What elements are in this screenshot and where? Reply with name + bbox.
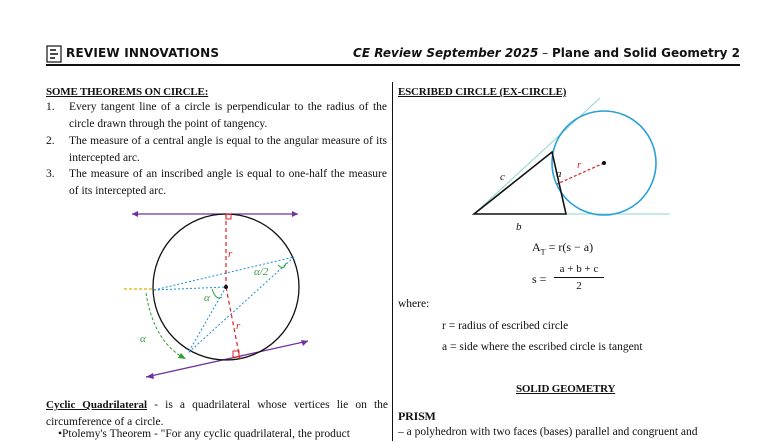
tangent-extension	[474, 98, 600, 214]
cyclic-def: - is a quadrilateral whose vertices lie on the circumference of a circle.	[46, 399, 389, 428]
s-denominator: 2	[576, 280, 582, 292]
item-number: 2.	[46, 135, 55, 147]
page-header	[46, 44, 740, 66]
item-number: 3.	[46, 168, 55, 180]
semiperimeter-fraction	[554, 263, 604, 292]
course-title	[353, 46, 740, 60]
excenter-point	[602, 161, 606, 165]
label-alpha-center: α	[204, 292, 210, 304]
theorem-item: Every tangent line of a circle is perpendicular to the radius of the circle drawn through the point of tangency.	[69, 101, 387, 130]
chord	[154, 257, 294, 290]
escribed-circle-diagram	[470, 96, 674, 233]
intercepted-arc	[146, 293, 186, 359]
column-divider	[392, 82, 393, 441]
arrowhead	[178, 353, 186, 359]
arrowhead	[301, 340, 308, 346]
s-numerator: a + b + c	[559, 263, 599, 275]
arrowhead	[132, 211, 138, 217]
theorems-heading: SOME THEOREMS ON CIRCLE:	[46, 86, 209, 98]
arrowhead	[292, 211, 298, 217]
where-label: where:	[398, 298, 430, 310]
label-a: a	[556, 168, 562, 180]
circle-theorem-diagram	[120, 205, 320, 383]
label-b: b	[516, 221, 522, 233]
title-dash: –	[538, 46, 552, 60]
area-sub: T	[540, 247, 546, 257]
angle-arc	[212, 289, 222, 298]
course-name: CE Review September 2025	[353, 46, 539, 60]
item-number: 1.	[46, 101, 55, 113]
bottom-tangent-line	[146, 341, 308, 377]
arrowhead	[146, 373, 154, 379]
escribed-circle-heading: ESCRIBED CIRCLE (EX-CIRCLE)	[398, 86, 567, 98]
theorem-item: The measure of an inscribed angle is equal to one-half the measure of its intercepted arc.	[69, 168, 387, 197]
definition-a: a = side where the escribed circle is tangent	[442, 341, 643, 353]
cyclic-term: Cyclic Quadrilateral	[46, 399, 148, 411]
prism-heading: PRISM	[398, 409, 436, 423]
area-rhs: = r(s − a)	[545, 240, 594, 254]
label-c: c	[500, 171, 505, 183]
area-lhs: A	[532, 240, 541, 254]
header-rule	[46, 64, 740, 66]
label-r-bottom: r	[236, 320, 241, 332]
area-formula	[532, 240, 593, 256]
label-alpha-arc: α	[140, 333, 146, 345]
angle-arc	[278, 263, 286, 268]
theorem-item: The measure of a central angle is equal to the angular measure of its intercepted arc.	[69, 135, 387, 164]
course-topic: Plane and Solid Geometry 2	[551, 46, 740, 60]
label-r-top: r	[228, 248, 233, 260]
brand-name: REVIEW INNOVATIONS	[66, 46, 220, 60]
solid-geometry-heading: SOLID GEOMETRY	[516, 383, 616, 395]
s-lhs: s =	[532, 272, 547, 286]
chord	[154, 287, 226, 290]
label-half-alpha: α/2	[254, 266, 269, 278]
center-point	[224, 285, 228, 289]
ptolemy-theorem: •Ptolemy's Theorem - "For any cyclic quadrilateral, the product	[58, 428, 350, 440]
fraction-bar	[554, 277, 604, 278]
logo-icon	[46, 45, 62, 63]
label-r: r	[577, 159, 582, 171]
prism-definition: – a polyhedron with two faces (bases) parallel and congruent and	[398, 426, 698, 438]
definition-r: r = radius of escribed circle	[442, 320, 569, 332]
